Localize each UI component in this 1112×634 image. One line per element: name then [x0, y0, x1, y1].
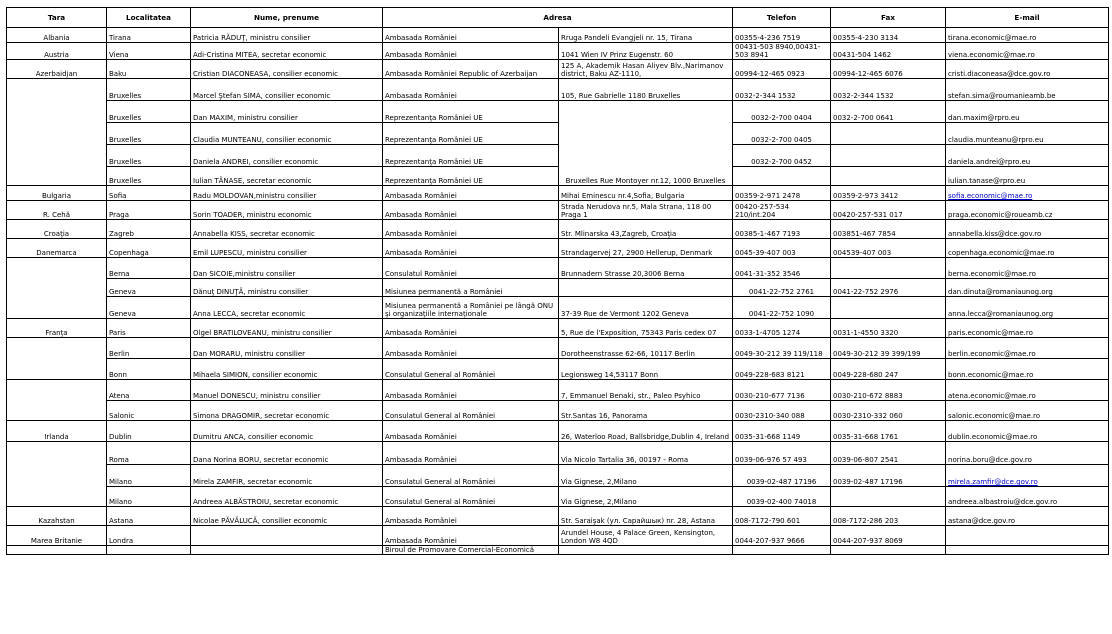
cell-fax: 003851-467 7854: [831, 220, 946, 239]
cell-nume: Marcel Ştefan SIMA, consilier economic: [191, 79, 383, 101]
cell-nume: Olgel BRATILOVEANU, ministru consilier: [191, 319, 383, 338]
cell-tara: Albania: [7, 28, 107, 43]
table-row: [7, 60, 1109, 79]
cell-localitatea: Zagreb: [107, 220, 191, 239]
cell-telefon: 00994-12-465 0923: [733, 60, 831, 79]
cell-email: [946, 186, 1109, 201]
cell-institutie: Consulatul General al României: [383, 487, 559, 507]
cell-institutie: Ambasada României: [383, 338, 559, 359]
table-row: [7, 28, 1109, 43]
cell-institutie: Ambasada României: [383, 507, 559, 526]
cell-adresa: Str. Saraişak (ул. Сарайшык) nr. 28, Astana: [559, 507, 733, 526]
cell-nume: Patricia RĂDUŢ, ministru consilier: [191, 28, 383, 43]
cell-adresa: Dorotheenstrasse 62-66, 10117 Berlin: [559, 338, 733, 359]
cell-email: berlin.economic@mae.ro: [946, 338, 1109, 359]
cell-localitatea: Atena: [107, 380, 191, 401]
cell-tara: Austria: [7, 43, 107, 60]
table-row: [7, 101, 1109, 123]
cell-tara: [7, 258, 107, 319]
cell-telefon: 0041-31-352 3546: [733, 258, 831, 279]
cell-tara: [7, 546, 107, 555]
cell-nume: Cristian DIACONEASA, consilier economic: [191, 60, 383, 79]
cell-tara: [7, 79, 107, 186]
cell-email: claudia.munteanu@rpro.eu: [946, 123, 1109, 145]
cell-telefon: 0030-2310-340 088: [733, 401, 831, 421]
cell-localitatea: Milano: [107, 465, 191, 487]
cell-fax: 0039-02-487 17196: [831, 465, 946, 487]
table-row: [7, 487, 1109, 507]
cell-telefon: 0045-39-407 003: [733, 239, 831, 258]
cell-telefon: 00359-2-971 2478: [733, 186, 831, 201]
cell-adresa: Via Gignese, 2,Milano: [559, 487, 733, 507]
cell-telefon: 00420-257-534 210/int.204: [733, 201, 831, 220]
cell-localitatea: Paris: [107, 319, 191, 338]
cell-telefon: 0044-207-937 9666: [733, 526, 831, 546]
cell-adresa: 1041 Wien IV Prinz Eugenstr. 60: [559, 43, 733, 60]
cell-telefon: 00355-4-236 7519: [733, 28, 831, 43]
table-row: [7, 186, 1109, 201]
cell-fax: 0030-2310-332 060: [831, 401, 946, 421]
cell-nume: Mirela ZAMFIR, secretar economic: [191, 465, 383, 487]
cell-fax: 00355-4-230 3134: [831, 28, 946, 43]
table-row: [7, 201, 1109, 220]
cell-nume: Claudia MUNTEANU, consilier economic: [191, 123, 383, 145]
cell-localitatea: Bruxelles: [107, 167, 191, 186]
cell-adresa: Rruga Pandeli Evangjeli nr. 15, Tirana: [559, 28, 733, 43]
cell-nume: Dan MORARU, ministru consilier: [191, 338, 383, 359]
cell-nume: Daniela ANDREI, consilier economic: [191, 145, 383, 167]
cell-nume: Dan SICOIE,ministru consilier: [191, 258, 383, 279]
table-row: [7, 167, 1109, 186]
cell-telefon: 0033-1-4705 1274: [733, 319, 831, 338]
cell-telefon: 0039-02-487 17196: [733, 465, 831, 487]
cell-tara: Irlanda: [7, 421, 107, 442]
cell-telefon: 00385-1-467 7193: [733, 220, 831, 239]
cell-adresa: 105, Rue Gabrielle 1180 Bruxelles: [559, 79, 733, 101]
header-tara: Tara: [7, 8, 107, 28]
cell-nume: Simona DRAGOMIR, secretar economic: [191, 401, 383, 421]
cell-institutie: Ambasada României: [383, 201, 559, 220]
cell-telefon: 0032-2-700 0405: [733, 123, 831, 145]
cell-fax: 00359-2-973 3412: [831, 186, 946, 201]
cell-adresa: 37-39 Rue de Vermont 1202 Geneva: [559, 297, 733, 319]
cell-telefon: 0039-02-400 74018: [733, 487, 831, 507]
cell-email: atena.economic@mae.ro: [946, 380, 1109, 401]
contacts-table-sheet: [6, 7, 1108, 555]
table-row: [7, 526, 1109, 546]
cell-fax: 0032-2-344 1532: [831, 79, 946, 101]
cell-email: daniela.andrei@rpro.eu: [946, 145, 1109, 167]
cell-nume: Radu MOLDOVAN,ministru consilier: [191, 186, 383, 201]
cell-localitatea: [107, 546, 191, 555]
cell-institutie: Ambasada României: [383, 442, 559, 465]
cell-adresa: Brunnadern Strasse 20,3006 Berna: [559, 258, 733, 279]
cell-localitatea: Bruxelles: [107, 145, 191, 167]
cell-localitatea: Bonn: [107, 359, 191, 380]
table-row: [7, 258, 1109, 279]
cell-email: praga.economic@roueamb.cz: [946, 201, 1109, 220]
cell-fax: 0032-2-700 0641: [831, 101, 946, 123]
cell-adresa: Arundel House, 4 Palace Green, Kensington, London W8 4QD: [559, 526, 733, 546]
cell-nume: Sorin TOADER, ministru economic: [191, 201, 383, 220]
cell-institutie: Ambasada României: [383, 526, 559, 546]
cell-localitatea: Baku: [107, 60, 191, 79]
table-row: [7, 79, 1109, 101]
cell-telefon: 0041-22-752 2761: [733, 279, 831, 297]
cell-institutie: Consulatul General al României: [383, 465, 559, 487]
cell-institutie: Ambasada României: [383, 380, 559, 401]
table-row: [7, 145, 1109, 167]
cell-telefon: 00431-503 8940,00431-503 8941: [733, 43, 831, 60]
cell-nume: Manuel DONESCU, ministru consilier: [191, 380, 383, 401]
cell-localitatea: Salonic: [107, 401, 191, 421]
table-row: [7, 338, 1109, 359]
header-row: [7, 8, 1109, 28]
cell-nume: [191, 546, 383, 555]
cell-fax: [831, 546, 946, 555]
cell-fax: 0049-30-212 39 399/199: [831, 338, 946, 359]
cell-adresa-merged: Bruxelles Rue Montoyer nr.12, 1000 Bruxelles: [559, 101, 733, 186]
cell-email: [946, 546, 1109, 555]
cell-institutie: Ambasada României: [383, 319, 559, 338]
cell-email: cristi.diaconeasa@dce.gov.ro: [946, 60, 1109, 79]
cell-localitatea: Bruxelles: [107, 79, 191, 101]
cell-localitatea: Dublin: [107, 421, 191, 442]
table-row: [7, 421, 1109, 442]
cell-tara: Marea Britanie: [7, 526, 107, 546]
cell-email: bonn.economic@mae.ro: [946, 359, 1109, 380]
cell-adresa: 26, Waterloo Road, Ballsbridge,Dublin 4, Ireland: [559, 421, 733, 442]
table-row: [7, 359, 1109, 380]
cell-tara: Franţa: [7, 319, 107, 338]
cell-tara: R. Cehă: [7, 201, 107, 220]
cell-email: copenhaga.economic@mae.ro: [946, 239, 1109, 258]
cell-email: andreea.albastroiu@dce.gov.ro: [946, 487, 1109, 507]
cell-fax: 0035-31-668 1761: [831, 421, 946, 442]
cell-email: [946, 526, 1109, 546]
cell-institutie: Consulatul General al României: [383, 401, 559, 421]
cell-localitatea: Copenhaga: [107, 239, 191, 258]
cell-fax: 00420-257-531 017: [831, 201, 946, 220]
cell-nume: Anna LECCA, secretar economic: [191, 297, 383, 319]
cell-institutie: Ambasada României: [383, 43, 559, 60]
cell-tara: Azerbaidjan: [7, 60, 107, 79]
cell-email: astana@dce.gov.ro: [946, 507, 1109, 526]
cell-telefon: 0030-210-677 7136: [733, 380, 831, 401]
cell-telefon: [733, 167, 831, 186]
table-row: [7, 401, 1109, 421]
table-row: [7, 220, 1109, 239]
cell-adresa: [559, 546, 733, 555]
cell-fax: 00994-12-465 6076: [831, 60, 946, 79]
table-row: [7, 465, 1109, 487]
table-row: [7, 442, 1109, 465]
cell-localitatea: Astana: [107, 507, 191, 526]
cell-localitatea: Roma: [107, 442, 191, 465]
cell-nume: Dana Norina BORU, secretar economic: [191, 442, 383, 465]
cell-nume: Adi-Cristina MITEA, secretar economic: [191, 43, 383, 60]
table-body: [7, 28, 1109, 555]
cell-institutie: Reprezentanţa României UE: [383, 145, 559, 167]
cell-localitatea: Sofia: [107, 186, 191, 201]
cell-nume: Nicolae PĂVĂLUCĂ, consilier economic: [191, 507, 383, 526]
cell-email: salonic.economic@mae.ro: [946, 401, 1109, 421]
cell-adresa: 5, Rue de l'Exposition, 75343 Paris cedex 07: [559, 319, 733, 338]
cell-localitatea: Berlin: [107, 338, 191, 359]
cell-institutie: Ambasada României: [383, 79, 559, 101]
cell-institutie: Reprezentanţa României UE: [383, 101, 559, 123]
cell-localitatea: Londra: [107, 526, 191, 546]
cell-institutie: Consulatul General al României: [383, 359, 559, 380]
cell-telefon: 0039-06-976 57 493: [733, 442, 831, 465]
cell-adresa: Str.Santas 16, Panorama: [559, 401, 733, 421]
cell-email: stefan.sima@roumanieamb.be: [946, 79, 1109, 101]
cell-telefon: 0049-228-683 8121: [733, 359, 831, 380]
cell-fax: 0030-210-672 8883: [831, 380, 946, 401]
cell-adresa: Strada Nerudova nr.5, Mala Strana, 118 00 Praga 1: [559, 201, 733, 220]
cell-nume: Dan MAXIM, ministru consilier: [191, 101, 383, 123]
cell-fax: 0044-207-937 8069: [831, 526, 946, 546]
table-row: [7, 43, 1109, 60]
cell-tara: Danemarca: [7, 239, 107, 258]
cell-institutie: Biroul de Promovare Comercial-Economică: [383, 546, 559, 555]
cell-institutie: Ambasada României Republic of Azerbaijan: [383, 60, 559, 79]
cell-email: paris.economic@mae.ro: [946, 319, 1109, 338]
cell-fax: 0041-22-752 2976: [831, 279, 946, 297]
cell-telefon: 0032-2-344 1532: [733, 79, 831, 101]
cell-fax: [831, 145, 946, 167]
cell-institutie: Ambasada României: [383, 28, 559, 43]
cell-adresa: Strandagervej 27, 2900 Hellerup, Denmark: [559, 239, 733, 258]
cell-nume: Dănuţ DINUŢĂ, ministru consilier: [191, 279, 383, 297]
cell-institutie: Reprezentanţa României UE: [383, 167, 559, 186]
cell-adresa: 7, Emmanuel Benaki, str., Paleo Psyhico: [559, 380, 733, 401]
table-row: [7, 380, 1109, 401]
header-localitatea: Localitatea: [107, 8, 191, 28]
cell-telefon: 0032-2-700 0404: [733, 101, 831, 123]
cell-nume: Andreea ALBĂSTROIU, secretar economic: [191, 487, 383, 507]
cell-nume: Dumitru ANCA, consilier economic: [191, 421, 383, 442]
cell-fax: 004539-407 003: [831, 239, 946, 258]
contacts-table: [6, 7, 1109, 555]
cell-fax: 0049-228-680 247: [831, 359, 946, 380]
table-row: [7, 507, 1109, 526]
cell-telefon: 008-7172-790 601: [733, 507, 831, 526]
cell-adresa: Mihai Eminescu nr.4,Sofia, Bulgaria: [559, 186, 733, 201]
cell-fax: [831, 297, 946, 319]
header-telefon: Telefon: [733, 8, 831, 28]
cell-email: annabella.kiss@dce.gov.ro: [946, 220, 1109, 239]
cell-email: anna.lecca@romaniaunog.org: [946, 297, 1109, 319]
table-row: [7, 546, 1109, 555]
cell-adresa: [559, 279, 733, 297]
cell-email: dublin.economic@mae.ro: [946, 421, 1109, 442]
table-row: [7, 239, 1109, 258]
cell-institutie: Consulatul României: [383, 258, 559, 279]
cell-telefon: 0035-31-668 1149: [733, 421, 831, 442]
cell-nume: [191, 526, 383, 546]
cell-nume: Mihaela SIMION, consilier economic: [191, 359, 383, 380]
cell-telefon: [733, 546, 831, 555]
cell-email: dan.dinuta@romaniaunog.org: [946, 279, 1109, 297]
cell-fax: 0031-1-4550 3320: [831, 319, 946, 338]
cell-nume: Iulian TĂNASE, secretar economic: [191, 167, 383, 186]
cell-localitatea: Berna: [107, 258, 191, 279]
cell-telefon: 0032-2-700 0452: [733, 145, 831, 167]
email-link[interactable]: sofia.economic@mae.ro: [948, 192, 1033, 200]
cell-adresa: Via Nicolo Tartalia 36, 00197 - Roma: [559, 442, 733, 465]
cell-tara: Kazahstan: [7, 507, 107, 526]
cell-localitatea: Milano: [107, 487, 191, 507]
table-row: [7, 319, 1109, 338]
cell-fax: [831, 258, 946, 279]
cell-email: viena.economic@mae.ro: [946, 43, 1109, 60]
cell-adresa: Legionsweg 14,53117 Bonn: [559, 359, 733, 380]
cell-fax: [831, 487, 946, 507]
cell-institutie: Misiunea permanentă a României pe lângă ONU şi organizaţiile internaţionale: [383, 297, 559, 319]
cell-telefon: 0049-30-212 39 119/118: [733, 338, 831, 359]
cell-email: [946, 465, 1109, 487]
cell-fax: [831, 123, 946, 145]
cell-tara: [7, 442, 107, 507]
cell-localitatea: Viena: [107, 43, 191, 60]
cell-adresa: 125 A, Akademik Hasan Aliyev Blv.,Narimanov district, Baku AZ-1110,: [559, 60, 733, 79]
table-row: [7, 123, 1109, 145]
header-nume: Nume, prenume: [191, 8, 383, 28]
cell-institutie: Ambasada României: [383, 220, 559, 239]
header-email: E-mail: [946, 8, 1109, 28]
email-link[interactable]: mirela.zamfir@dce.gov.ro: [948, 478, 1038, 486]
cell-institutie: Ambasada României: [383, 239, 559, 258]
table-row: [7, 297, 1109, 319]
cell-telefon: 0041-22-752 1090: [733, 297, 831, 319]
cell-fax: 00431-504 1462: [831, 43, 946, 60]
cell-localitatea: Bruxelles: [107, 123, 191, 145]
cell-nume: Emil LUPESCU, ministru consilier: [191, 239, 383, 258]
cell-email: berna.economic@mae.ro: [946, 258, 1109, 279]
cell-adresa: Str. Mlinarska 43,Zagreb, Croaţia: [559, 220, 733, 239]
cell-email: iulian.tanase@rpro.eu: [946, 167, 1109, 186]
cell-email: tirana.economic@mae.ro: [946, 28, 1109, 43]
cell-institutie: Reprezentanţa României UE: [383, 123, 559, 145]
cell-tara: [7, 338, 107, 380]
cell-localitatea: Tirana: [107, 28, 191, 43]
cell-adresa: Via Gignese, 2,Milano: [559, 465, 733, 487]
cell-tara: [7, 380, 107, 421]
cell-institutie: Ambasada României: [383, 186, 559, 201]
cell-localitatea: Bruxelles: [107, 101, 191, 123]
cell-localitatea: Geneva: [107, 279, 191, 297]
cell-email: norina.boru@dce.gov.ro: [946, 442, 1109, 465]
cell-institutie: Ambasada României: [383, 421, 559, 442]
header-fax: Fax: [831, 8, 946, 28]
cell-localitatea: Praga: [107, 201, 191, 220]
header-adresa: Adresa: [383, 8, 733, 28]
cell-localitatea: Geneva: [107, 297, 191, 319]
cell-tara: Bulgaria: [7, 186, 107, 201]
cell-nume: Annabella KISS, secretar economic: [191, 220, 383, 239]
table-row: [7, 279, 1109, 297]
cell-fax: 008-7172-286 203: [831, 507, 946, 526]
cell-email: dan.maxim@rpro.eu: [946, 101, 1109, 123]
cell-fax: [831, 167, 946, 186]
cell-tara: Croaţia: [7, 220, 107, 239]
cell-fax: 0039-06-807 2541: [831, 442, 946, 465]
cell-institutie: Misiunea permanentă a României: [383, 279, 559, 297]
